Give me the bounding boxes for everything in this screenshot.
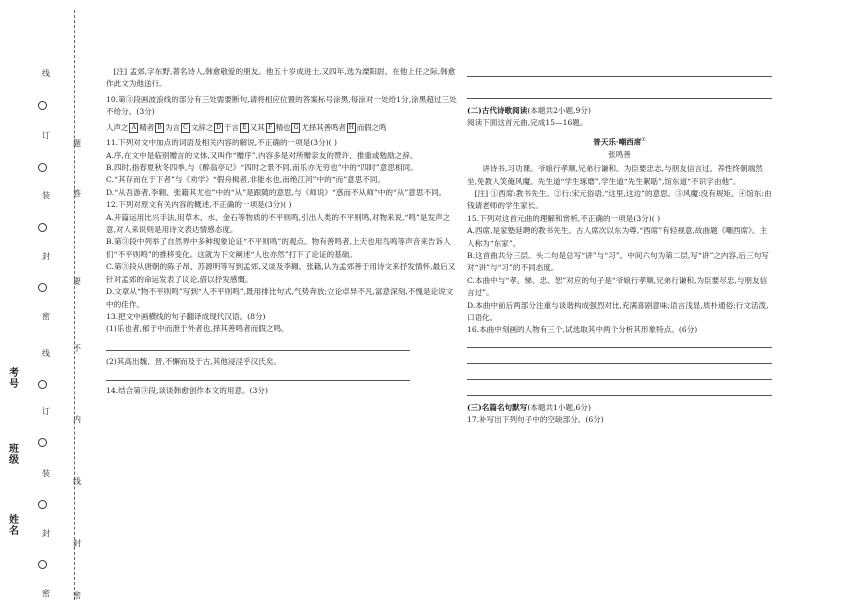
q10-answer-row (106, 122, 460, 135)
note-label: [注] (113, 67, 128, 76)
poem-note (467, 188, 772, 213)
section-2-intro: 阅读下面这首元曲,完成15—16题。 (467, 118, 588, 128)
q10-box-b[interactable]: B (155, 123, 164, 133)
notice-char: 答 (73, 189, 81, 198)
q12-option-c: C.第③段从唐朝的陈子昂、苏源明等写到孟郊,又谈及李翱、张籍,认为孟郊善于用诗文来抒发情怀,最后又针对孟郊的命运发表了议论,借以抒发感慨。 (106, 262, 456, 284)
notice-char: 题 (73, 139, 81, 148)
answer-line[interactable] (467, 98, 772, 99)
answer-line[interactable] (467, 379, 772, 380)
poem-author: 张鸣善 (608, 149, 631, 159)
seal-circle (38, 560, 47, 569)
section-2-title: (二)古代诗歌阅读 (467, 106, 528, 115)
question-11: 11.下列对文中加点的词语及相关内容的解说,不正确的一项是(3分)( ) (106, 138, 338, 148)
poem-text: 讲诗书,习功课。爷娘行孝顺,兄弟行谦和。为臣要忠志,与朋友信言过。养性终朝端然坐,免教人笑俺风魔。先生道“学生琢磨”,学生道“先生絮聒”,馆东道“不识字由他”。 (467, 164, 763, 186)
q11-option-a: A.序,在文中是临别赠言的文体,又叫作“赠序”,内容多是对所赠亲友的赞许、推重或勉励之辞。 (106, 150, 418, 160)
q10-segment: 文辞之 (190, 122, 213, 132)
q10-segment: 为言 (164, 122, 180, 132)
question-16: 16.本曲中刻画的人物有三个,试选取其中两个分析其形象特点。(6分) (467, 325, 698, 335)
poem-note-label: [注] (474, 188, 489, 198)
seal-char: 订 (42, 131, 50, 140)
q12-option-b: B.第③段中列举了自然界中多种现象论证“不平则鸣”的观点。物有善鸣者,上天也用鸟鸣等声音来告诉人们“不平则鸣”的推移变化。这就为下文阐述“人也亦然”打下了论证的基础。 (106, 237, 451, 259)
q10-segment: 而假之鸣 (356, 122, 387, 132)
seal-circle (38, 163, 47, 172)
question-15: 15.下列对这首元曲的理解和赏析,不正确的一项是(3分)( ) (467, 213, 661, 223)
seal-char: 线 (42, 349, 50, 358)
notice-char: 封 (73, 539, 81, 548)
question-10: 10.第③段画波浪线的部分有三处需要断句,请将相应位置的答案标号涂黑,每涂对一处给1分,涂黑超过三处不给分。(3分) (106, 94, 457, 117)
answer-line[interactable] (467, 76, 772, 77)
seal-char: 封 (42, 252, 50, 261)
notice-char: 不 (73, 344, 81, 353)
q15-option-b: B.这首曲共分三层。头二句是总写“讲”与“习”。中间六句为第二层,写“讲”之内容,后三句写对“讲”与“习”的不同态度。 (467, 251, 769, 273)
q10-segment: 尤择其善鸣者 (301, 122, 346, 132)
q10-box-c[interactable]: C (181, 123, 190, 133)
question-13: 13.把文中画横线的句子翻译成现代汉语。(8分) (106, 311, 266, 321)
seal-circle (38, 283, 47, 292)
q11-option-c: C.“其存而在于下者”与《劝学》“假舟楫者,非能水也,而绝江河”中的“而”意思不同。 (106, 175, 386, 185)
seal-char: 封 (42, 529, 50, 538)
seal-char: 密 (42, 589, 50, 598)
question-14: 14.结合第③段,谈谈韩愈创作本文的用意。(3分) (106, 386, 268, 396)
q10-box-e[interactable]: E (240, 123, 249, 133)
exam-number-label: 考号 (9, 368, 19, 390)
answer-line[interactable] (106, 350, 410, 351)
answer-line[interactable] (467, 395, 772, 396)
q13-sentence-2: (2)其高出魏、晋,不懈而及于古,其他浸淫乎汉氏矣。 (106, 356, 282, 366)
poem-title: 普天乐·嘲西席 (593, 137, 642, 147)
seal-char: 装 (42, 469, 50, 478)
seal-circle (38, 101, 47, 110)
seal-circle (38, 223, 47, 232)
answer-line[interactable] (467, 363, 772, 364)
q10-segment: 又其 (249, 122, 265, 132)
q10-box-g[interactable]: G (291, 123, 300, 133)
binding-strip (0, 0, 80, 608)
section-3-heading (467, 402, 772, 414)
notice-char: 要 (73, 277, 81, 286)
note-text: 孟郊,字东野,著名诗人,韩愈敬爱的朋友。他五十岁成进士,又四年,选为溧阳尉。在他上任之际,韩愈作此文为他送行。 (106, 67, 456, 89)
left-column (106, 66, 460, 398)
q15-option-d: D.本曲中前后两部分注重与谈谐构成强烈对比,充满喜剧意味;语言浅显,质朴通俗;行文活泼,口语化。 (467, 300, 769, 323)
answer-line[interactable] (467, 347, 772, 348)
poem-title-mark: ① (641, 136, 646, 143)
answer-line[interactable] (106, 380, 410, 381)
notice-char: 线 (73, 477, 81, 486)
seal-circle (38, 438, 47, 447)
seal-line (74, 10, 75, 600)
name-label: 姓名 (9, 515, 19, 537)
q10-segment: 精也 (275, 122, 291, 132)
q10-box-h[interactable]: H (348, 123, 354, 131)
q12-option-d: D.文章从“物不平则鸣”写到“人不平则鸣”,既用排比句式,气势奔放;立论卓异不凡,富意深刻,不愧是论说文中的佳作。 (106, 287, 454, 309)
right-column (467, 66, 772, 427)
class-label: 班级 (9, 444, 19, 466)
seal-char: 订 (42, 407, 50, 416)
seal-char: 线 (42, 69, 50, 78)
notice-char: 密 (73, 591, 81, 600)
note (106, 66, 460, 91)
seal-circle (38, 380, 47, 389)
q10-segment: 人声之 (106, 122, 129, 132)
section-2-heading (467, 105, 772, 117)
q10-box-a[interactable]: A (129, 123, 138, 133)
section-2-note: (本题共2小题,9分) (527, 106, 591, 115)
poem-note-text: ①西席:教书先生。②行:宋元俗语,“这里,这边”的意思。③风魔:没有规矩。④馆东:由钱请老师的学生家长。 (467, 188, 772, 211)
q10-segment: 精者 (139, 122, 154, 132)
q11-option-b: B.四时,指春夏秋冬四季,与《醉翁亭记》“四时之景不同,而乐亦无穷也”中的“四时”意思相同。 (106, 163, 418, 173)
section-3-title: (三)名篇名句默写 (467, 402, 528, 412)
q13-sentence-1: (1)乐也者,郁于中而泄于外者也,择其善鸣者而假之鸣。 (106, 324, 289, 334)
seal-circle (38, 500, 47, 509)
question-12: 12.下列对原文有关内容的概述,不正确的一项是(3分)( ) (106, 200, 292, 210)
q15-option-c: C.本曲中与“孝、悌、忠、恕”对应的句子是“爷娘行孝顺,兄弟行谦和,为臣要尽忠,与朋友信言过”。 (467, 275, 768, 298)
q10-segment: 于言 (223, 122, 239, 132)
seal-char: 装 (42, 191, 50, 200)
question-17: 17.补写出下列句子中的空缺部分。(6分) (467, 415, 604, 425)
poem-title-line (467, 134, 772, 149)
section-3-note: (本题共1小题,6分) (527, 402, 591, 412)
q10-box-d[interactable]: D (214, 123, 223, 133)
q15-option-a: A.西席,是家塾延聘的教书先生。古人席次以东为尊,“西席”有轻视意,故曲题《嘲西席》。主人称为“东家”。 (467, 226, 768, 248)
seal-char: 密 (42, 312, 50, 321)
notice-char: 内 (73, 415, 81, 424)
q12-option-a: A.开篇运用比兴手法,用草木、水、金石等物质的不平则鸣,引出人类的不平则鸣,对物来说,“鸣”是发声之意,对人来说则是用诗文表达情感态度。 (106, 212, 451, 235)
q10-box-f[interactable]: F (266, 123, 275, 133)
q11-option-d: D.“从吾游者,李翱、张籍其尤也”中的“从”是跟随的意思,与《师说》“惑而不从师”中的“从”意思不同。 (106, 187, 447, 197)
